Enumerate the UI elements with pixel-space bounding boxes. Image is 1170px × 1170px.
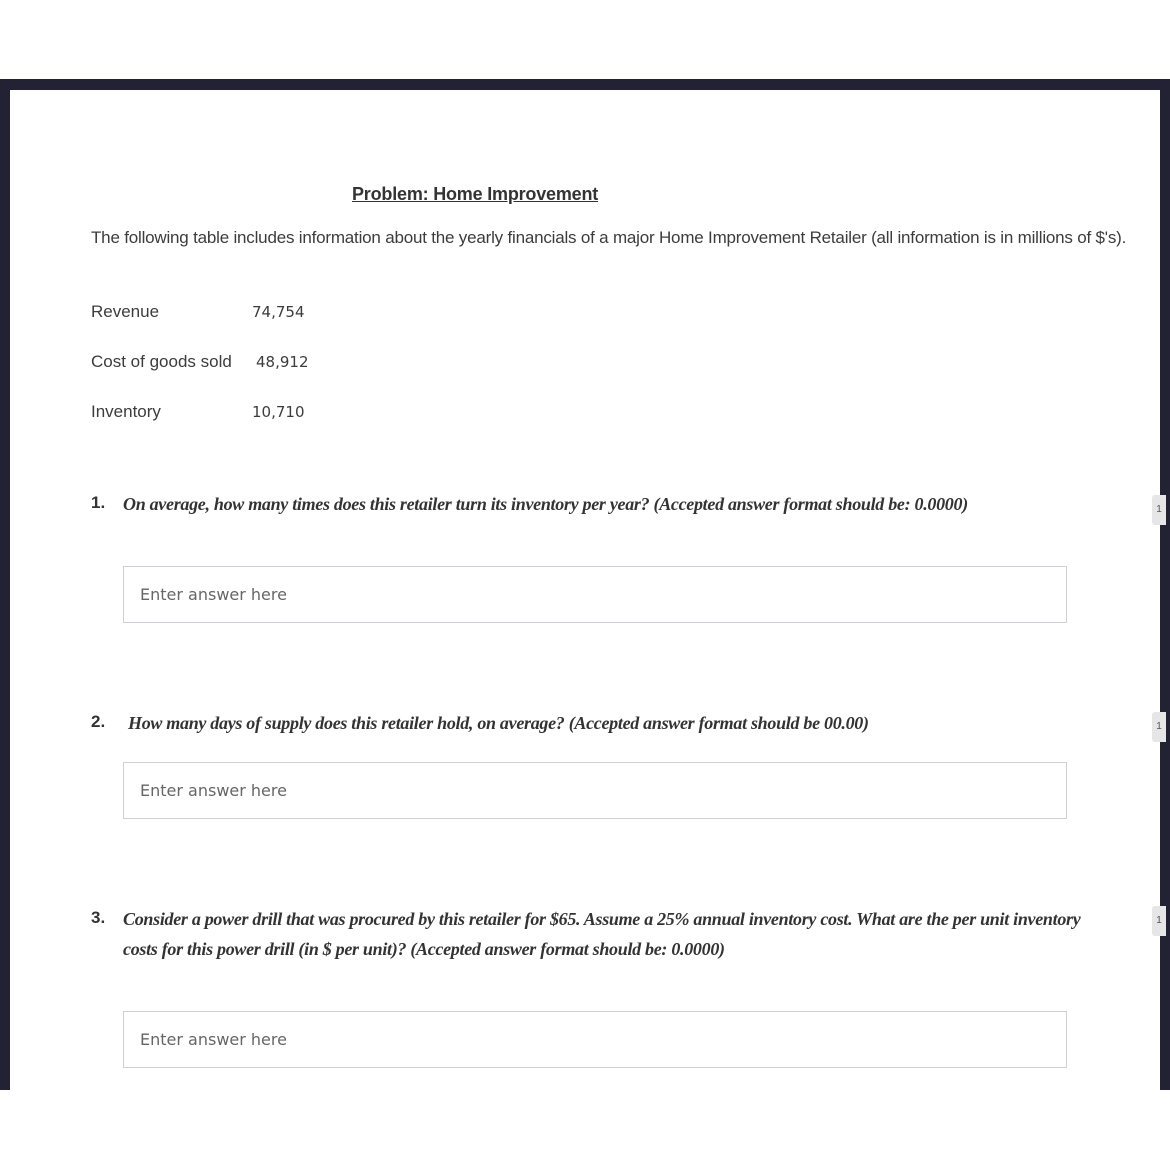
question-3-side-tab[interactable]: 1 bbox=[1152, 906, 1166, 936]
question-3-number: 3. bbox=[91, 908, 106, 927]
question-1-text: On average, how many times does this retailer turn its inventory per year? (Accepted answer format should be: 0.0000) bbox=[123, 494, 968, 514]
question-1-answer-input[interactable] bbox=[123, 566, 1067, 623]
financial-value: 10,710 bbox=[252, 403, 305, 421]
question-2-text: How many days of supply does this retailer hold, on average? (Accepted answer format should be 00.00) bbox=[128, 713, 869, 733]
financial-label: Inventory bbox=[91, 402, 161, 421]
financial-value: 48,912 bbox=[256, 353, 309, 371]
question-1-number: 1. bbox=[91, 493, 106, 512]
financial-label: Revenue bbox=[91, 302, 160, 321]
financial-value: 74,754 bbox=[252, 303, 305, 321]
question-2-number: 2. bbox=[91, 712, 106, 731]
question-1-side-tab[interactable]: 1 bbox=[1152, 495, 1166, 525]
question-3-text: Consider a power drill that was procured by this retailer for $65. Assume a 25% annual inventory cost. What are the per unit inventory costs for this power drill (in $ per unit)? (Accepted answer format should be: 0.0000) bbox=[123, 909, 1081, 959]
window-frame bbox=[0, 79, 1170, 1090]
question-2-side-tab[interactable]: 1 bbox=[1152, 712, 1166, 742]
question-2-answer-input[interactable] bbox=[123, 762, 1067, 819]
problem-page bbox=[10, 90, 1160, 1090]
problem-title: Problem: Home Improvement bbox=[352, 184, 599, 204]
question-3-answer-input[interactable] bbox=[123, 1011, 1067, 1068]
problem-intro: The following table includes information about the yearly financials of a major Home Improvement Retailer (all information is in millions of $'s). bbox=[91, 228, 1127, 247]
financial-label: Cost of goods sold bbox=[91, 352, 232, 371]
